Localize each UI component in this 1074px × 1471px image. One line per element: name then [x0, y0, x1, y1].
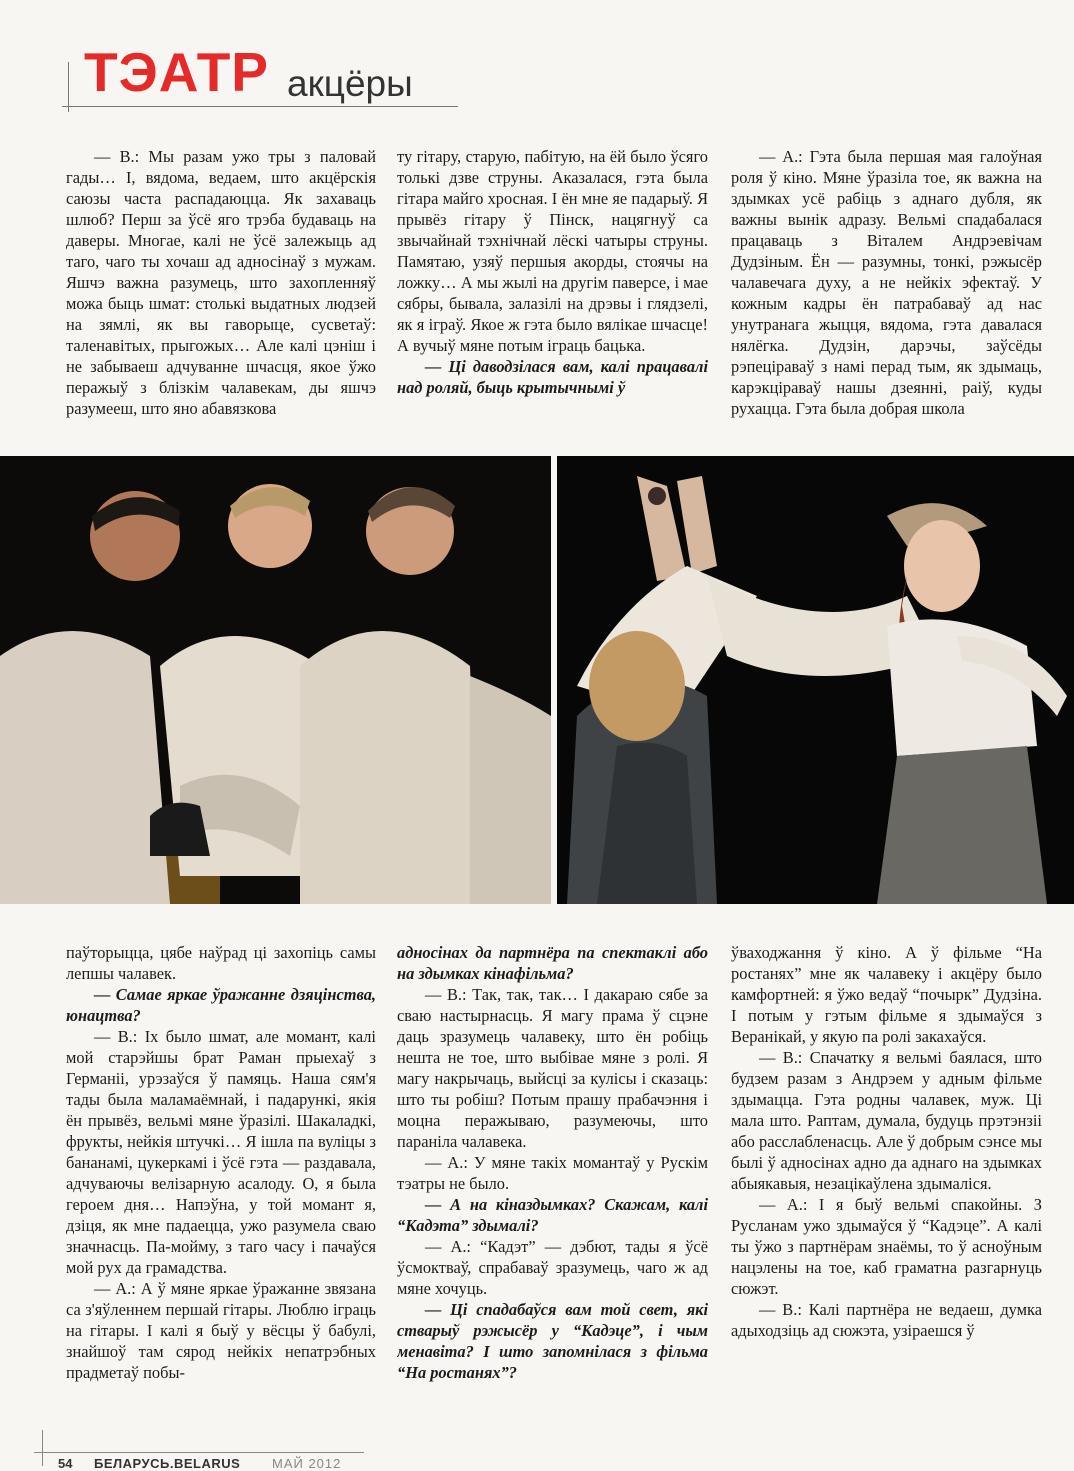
paragraph: паўторыцца, цябе наўрад ці захопіць самы лепшы чалавек. — [66, 943, 376, 983]
interview-question: — Ці даводзілася вам, калі працавалі над роляй, быць крытычнымі ў — [397, 357, 708, 397]
page-number: 54 — [58, 1456, 73, 1471]
interview-question: адносінах да партнёра па спектаклі або на здымках кінафільма? — [397, 943, 708, 983]
interview-question: — Ці спадабаўся вам той свет, які стварыў рэжысёр у “Кадэце”, і чым менавіта? І што запомнілася з фільма “На ростанях”? — [397, 1300, 708, 1382]
paragraph: ўваходжання ў кіно. А ў фільме “На ростанях” мне як чалавеку і акцёру было камфортней: я ўжо ведаў “почырк” Дудзіна. І потым у гэтым фільме я здымаўся з Веранікай, у якую па ролі закахаўся. — [731, 943, 1042, 1046]
header-horizontal-rule — [62, 106, 458, 107]
column-bottom-3 — [731, 942, 1042, 1412]
column-bottom-1 — [66, 942, 376, 1412]
paragraph: — А.: Гэта была першая мая галоўная роля ў кіно. Мяне ўразіла тое, як важна на здымках усё рабіць з аднаго дубля, як важны вынік адразу. Вельмі спадабалася працаваць з Віталем Андрэевічам Дудзіным. Ён — разумны, тонкі, рэжысёр чалавечага духу, а не нейкіх эфектаў. У кожным кадры ён патрабаваў ад нас унутранага жыцця, вядома, гэта давалася нялёгка. Дудзін, дарэчы, заўсёды рэпеціраваў з намі перад тым, як здымаць, карэкціраваў нашы дзеянні, раіў, куды рухацца. Гэта была добрая школа — [731, 147, 1042, 418]
paragraph: — В.: Спачатку я вельмі баялася, што будзем разам з Андрэем у адным фільме здымацца. Гэта родны чалавек, муж. Ці мала што. Раптам, думала, будуць прэтэнзіі або расслабленасць. Але ў добрым сэнсе мы былі ў адносінах адно да аднаго на здымках абыякавыя, незацікаўлена здымаліся. — [731, 1048, 1042, 1193]
photo-actor-and-actress — [557, 456, 1074, 904]
section-header — [62, 40, 462, 108]
section-subtitle: акцёры — [287, 63, 413, 104]
page-footer — [34, 1452, 374, 1470]
paragraph: — В.: Так, так, так… І дакараю сябе за сваю настырнасць. Я магу прама ў сцэне даць зразумець чалавеку, што ён робіць нешта не тое, што выбівае мяне з ролі. Я магу накрычаць, выйсці за кулісы і сказаць: што ты робіш? Потым прашу прабачэння і моцна перажываю, разумеючы, што параніла чалавека. — [397, 985, 708, 1151]
paragraph: — А.: У мяне такіх момантаў у Рускім тэатры не было. — [397, 1153, 708, 1193]
paragraph: — А.: “Кадэт” — дэбют, тады я ўсё ўсмоктваў, спрабаваў зразумець, чаго ж ад мяне хочуць. — [397, 1237, 708, 1298]
header-vertical-rule — [68, 62, 69, 112]
column-bottom-2 — [397, 942, 708, 1412]
interview-question: — Самае яркае ўражанне дзяцінства, юнацтва? — [66, 985, 376, 1025]
column-top-1 — [66, 146, 376, 440]
issue-date: МАЙ 2012 — [272, 1456, 342, 1471]
paragraph: — В.: Іх было шмат, але момант, калі мой старэйшы брат Раман прыехаў з Германіі, урэзаўся ў памяць. Наша сям'я тады была маламаёмнай, і падарункі, якія ён прывёз, вельмі мяне ўразілі. Шакаладкі, фрукты, нейкія штучкі… Я ішла па вуліцы з бананамі, цукеркамі і ўсё гэта — раздавала, адчуваючы велізарную асалоду. О, я была героем дня… Напэўна, у той момант я, дзіця, як мне падаецца, ужо разумела сваю значнасць. Па-мойму, з таго часу і пачаўся мой рух да грамадства. — [66, 1027, 376, 1277]
footer-rule — [34, 1452, 364, 1453]
paragraph: ту гітару, старую, пабітую, на ёй было ўсяго толькі дзве струны. Аказалася, гэта была гітара майго хросная. І ён мне яе падарыў. Я прывёз гітару ў Пінск, нацягнуў са звычайнай тэхнічнай лёскі чатыры струны. Памятаю, узяў першыя акорды, стоячы на ложку… А мы жылі на другім паверсе, і мае сябры, бывала, залазілі на дрэвы і глядзелі, як я іграў. Якое ж гэта было вялікае шчасце! А вучыў мяне потым іграць бацька. — [397, 147, 708, 355]
footer-vertical-rule — [42, 1430, 43, 1466]
paragraph: — В.: Мы разам ужо тры з паловай гады… І, вядома, ведаем, што акцёрскія саюзы часта распадаюцца. Як захаваць шлюб? Перш за ўсё яго трэба будаваць на даверы. Многае, калі не ўсё залежыць ад таго, чаго ты хочаш ад адносінаў з мужам. Яшчэ важна разумець, што захопленняў можа быць шмат: столькі выдатных людзей на зямлі, як вы гаворыце, сусветаў: таленавітых, прыгожых… Але калі цэніш і не забываеш адчуванне шчасця, якое ўжо перажыў з блізкім чалавекам, ды яшчэ разумееш, што яно абавязкова — [66, 147, 376, 418]
photo-three-actors — [0, 456, 551, 904]
paragraph: — А.: А ў мяне яркае ўражанне звязана са з'яўленнем першай гітары. Люблю іграць на гітары. І калі я быў у вёсцы ў бабулі, знайшоў там сярод нейкіх непатрэбных прадметаў побы- — [66, 1279, 376, 1382]
column-top-2 — [397, 146, 708, 440]
column-top-3 — [731, 146, 1042, 440]
interview-question: — А на кіназдымках? Скажам, калі “Кадэта” здымалі? — [397, 1195, 708, 1235]
paragraph: — А.: І я быў вельмі спакойны. З Русланам ужо здымаўся ў “Кадэце”. А калі ты ўжо з партнёрам знаёмы, то ў асноўным нацэлены на тое, каб граматна разгарнуць сюжэт. — [731, 1195, 1042, 1298]
magazine-name: БЕЛАРУСЬ.BELARUS — [94, 1456, 241, 1471]
paragraph: — В.: Калі партнёра не ведаеш, думка адыходзіць ад сюжэта, узіраешся ў — [731, 1300, 1042, 1340]
section-title: ТЭАТР — [84, 41, 269, 103]
